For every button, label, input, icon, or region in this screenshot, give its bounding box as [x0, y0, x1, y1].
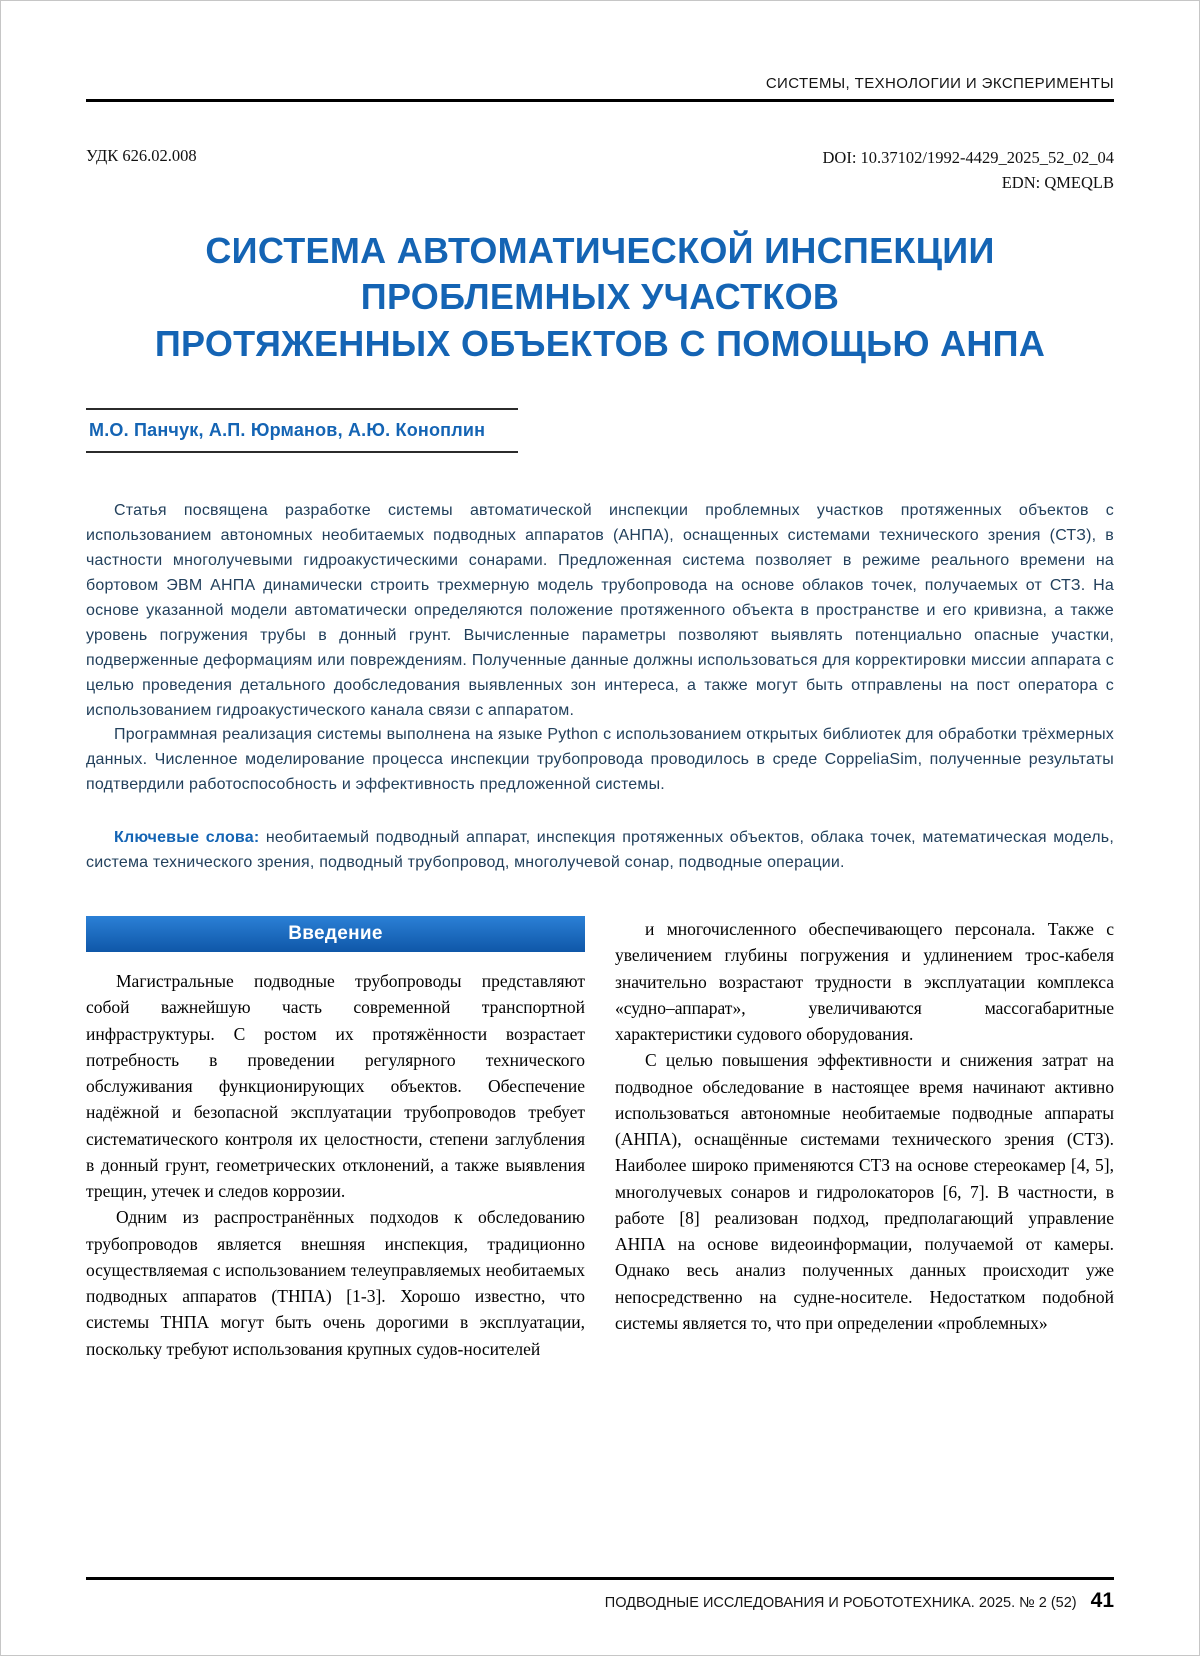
left-column-paragraph-2: Одним из распространённых подходов к обследованию трубопроводов является внешняя инспекция, традиционно осуществляемая с использованием телеуправляемых необитаемых подводных аппаратов (ТНПА) [1-3]. Хорошо известно, что системы ТНПА могут быть очень дорогими в эксплуатации, поскольку требуют использования крупных судов-носителей: [86, 1207, 585, 1359]
authors-block: [86, 408, 518, 453]
edn-line: EDN: QMEQLB: [1001, 172, 1114, 192]
title-line-3: ПРОТЯЖЕННЫХ ОБЪЕКТОВ С ПОМОЩЬЮ АНПА: [154, 323, 1046, 365]
abstract: [86, 499, 1114, 798]
title-line-1: СИСТЕМА АВТОМАТИЧЕСКОЙ ИНСПЕКЦИИ: [205, 229, 995, 271]
keywords-text: необитаемый подводный аппарат, инспекция протяженных объектов, облака точек, математическая модель, система технического зрения, подводный трубопровод, многолучевой сонар, подводные операции.: [86, 829, 1114, 872]
footer-rule: [86, 1577, 1114, 1580]
article-title: [86, 228, 1114, 368]
page-content: [86, 75, 1114, 1362]
udc-code: УДК 626.02.008: [86, 146, 197, 165]
doi-line: DOI: 10.37102/1992-4429_2025_52_02_04: [822, 148, 1114, 167]
footer-line: [86, 1589, 1114, 1613]
section-heading-introduction: Введение: [86, 916, 585, 952]
running-head: СИСТЕМЫ, ТЕХНОЛОГИИ И ЭКСПЕРИМЕНТЫ: [765, 75, 1114, 92]
authors-line: М.О. Панчук, А.П. Юрманов, А.Ю. Коноплин: [89, 419, 486, 440]
right-column: [615, 916, 1114, 1362]
left-column: [86, 916, 585, 1362]
page-number: 41: [1090, 1589, 1114, 1612]
header-rule: [86, 99, 1114, 102]
doi-edn-block: [823, 146, 1115, 196]
abstract-paragraph-2: Программная реализация системы выполнена на языке Python с использованием открытых библиотек для обработки трёхмерных данных. Численное моделирование процесса инспекции трубопровода проводилось в среде CoppeliaSim, полученные результаты подтвердили работоспособность и эффективность предложенной системы.: [86, 726, 1114, 794]
article-meta: [86, 146, 1114, 196]
body-columns: [86, 916, 1114, 1362]
abstract-paragraph-1: Статья посвящена разработке системы автоматической инспекции проблемных участков протяженных объектов с использованием автономных необитаемых подводных аппаратов (АНПА), оснащенных системами технического зрения (СТЗ), в частности многолучевыми гидроакустическими сонарами. Предложенная система позволяет в режиме реального времени на бортовом ЭВМ АНПА динамически строить трехмерную модель трубопровода на основе облаков точек, получаемых от СТЗ. На основе указанной модели автоматически определяются положение протяженного объекта в пространстве и его кривизна, а также уровень погружения трубы в донный грунт. Вычисленные параметры позволяют выявлять потенциально опасные участки, подверженные деформациям или повреждениям. Полученные данные должны использоваться для корректировки миссии аппарата с целью проведения детального дообследования выявленных зон интереса, а также могут быть отправлены на пост оператора с использованием гидроакустического канала связи с аппаратом.: [86, 501, 1114, 719]
right-column-paragraph-1: и многочисленного обеспечивающего персонала. Также с увеличением глубины погружения и удлинением трос-кабеля значительно возрастают трудности в эксплуатации комплекса «судно–аппарат», увеличиваются массогабаритные характеристики судового оборудования.: [615, 919, 1114, 1045]
title-line-2: ПРОБЛЕМНЫХ УЧАСТКОВ: [360, 276, 840, 318]
left-column-paragraph-1: Магистральные подводные трубопроводы представляют собой важнейшую часть современной транспортной инфраструктуры. С ростом их протяжённости возрастает потребность в проведении регулярного технического обслуживания функционирующих объектов. Обеспечение надёжной и безопасной эксплуатации трубопроводов требует систематического контроля их целостности, степени заглубления в донный грунт, геометрических отклонений, а также выявления трещин, утечек и следов коррозии.: [86, 971, 585, 1202]
keywords-label: Ключевые слова:: [114, 829, 260, 847]
footer-journal-title: ПОДВОДНЫЕ ИССЛЕДОВАНИЯ И РОБОТОТЕХНИКА. 2025. № 2 (52): [604, 1595, 1077, 1611]
keywords-paragraph: [86, 826, 1114, 876]
page-footer: [86, 1577, 1114, 1613]
right-column-paragraph-2: С целью повышения эффективности и снижения затрат на подводное обследование в настоящее время начинают активно использоваться автономные необитаемые подводные аппараты (АНПА), оснащённые системами технического зрения (СТЗ). Наиболее широко применяются СТЗ на основе стереокамер [4, 5], многолучевых сонаров и гидролокаторов [6, 7]. В частности, в работе [8] реализован подход, предполагающий управление АНПА на основе видеоинформации, получаемой от камеры. Однако весь анализ полученных данных происходит уже непосредственно на судне-носителе. Недостатком подобной системы является то, что при определении «проблемных»: [615, 1050, 1114, 1333]
